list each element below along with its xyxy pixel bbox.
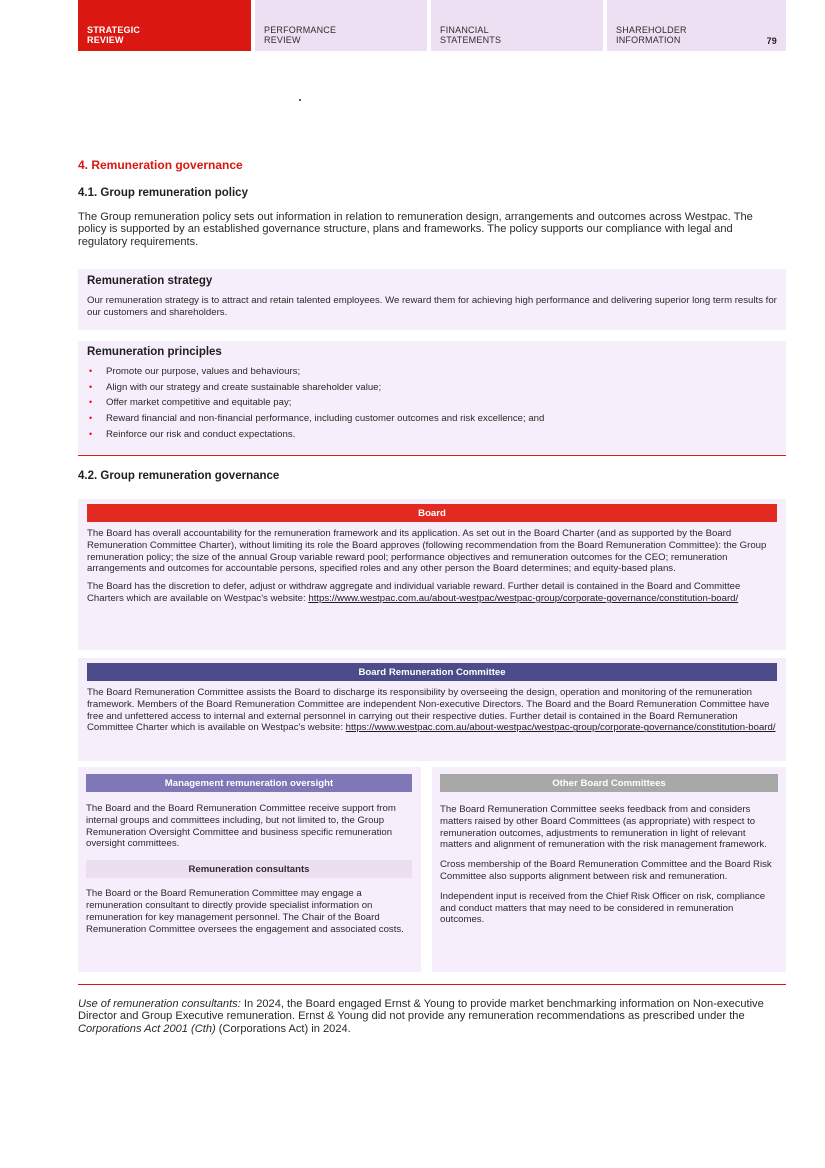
- stray-mark: [299, 99, 301, 101]
- list-item: • Offer market competitive and equitable pay;: [87, 395, 777, 411]
- brc-text-body: The Board Remuneration Committee assists the Board to discharge its responsibility by overseeing the design, operation and monitoring of the remuneration framework. Members of the Board Remuneration Committee are independent Non-executive Directors. The Board and the Board Remuneration Committee have free and unfettered access to internal and external personnel in carrying out their respective duties. Further detail is contained in the Board Remuneration Committee Charter which is available on Westpac's website:: [87, 687, 770, 734]
- principles-list: [87, 364, 777, 443]
- board-text-2-body: The Board has the discretion to defer, adjust or withdraw aggregate and individual variable reward. Further detail is contained in the Board and Committee Charters which are available on Westpac's website:: [87, 581, 741, 604]
- page-number: 79: [766, 36, 777, 46]
- brc-charter-link[interactable]: https://www.westpac.com.au/about-westpac/westpac-group/corporate-governance/constitution-board/: [345, 722, 776, 734]
- section-title: 4. Remuneration governance: [78, 158, 243, 172]
- tab-label-line2: STATEMENTS: [440, 35, 502, 45]
- strategy-panel: [78, 269, 786, 330]
- note-text-2: (Corporations Act) in 2024.: [215, 1022, 351, 1035]
- consultants-text: The Board or the Board Remuneration Committee may engage a remuneration consultant to directly provide specialist information on remuneration for key management personnel. The Chair of the Board Remuneration Committee oversees the engagement and associated costs.: [86, 888, 404, 935]
- note-lead: Use of remuneration consultants:: [78, 998, 241, 1010]
- strategy-title: Remuneration strategy: [87, 275, 213, 287]
- policy-intro: The Group remuneration policy sets out information in relation to remuneration design, arrangements and outcomes across Westpac. The policy is supported by an established governance structure, plans and frameworks. The policy supports our compliance with legal and regulatory requirements.: [78, 211, 753, 248]
- board-title: Board: [87, 504, 777, 522]
- strategy-text: Our remuneration strategy is to attract and retain talented employees. We reward them for achieving high performance and delivering superior long term results for our customers and shareholders.: [87, 295, 777, 318]
- board-panel: [78, 499, 786, 650]
- tab-performance-review[interactable]: [255, 0, 427, 51]
- tab-label-line2: REVIEW: [264, 35, 301, 45]
- brc-title: Board Remuneration Committee: [87, 663, 777, 681]
- other-committees-text-2: Cross membership of the Board Remuneration Committee and the Board Risk Committee also supports alignment between risk and remuneration.: [440, 859, 772, 882]
- governance-heading: 4.2. Group remuneration governance: [78, 470, 280, 482]
- policy-heading: 4.1. Group remuneration policy: [78, 187, 248, 199]
- divider: [78, 984, 786, 985]
- list-item: • Promote our purpose, values and behaviours;: [87, 364, 777, 380]
- other-committees-title: Other Board Committees: [440, 774, 778, 792]
- tab-strategic-review[interactable]: [78, 0, 251, 51]
- board-text-2: [87, 581, 777, 605]
- principles-title: Remuneration principles: [87, 346, 222, 358]
- tab-financial-statements[interactable]: [431, 0, 603, 51]
- tab-label-line2: INFORMATION: [616, 35, 681, 45]
- note-act: Corporations Act 2001 (Cth): [78, 1022, 216, 1035]
- note-text-1: In 2024, the Board engaged Ernst & Young to provide market benchmarking information on Non-executive Director and Group Executive remuneration. Ernst & Young did not provide any remuneration recommendations as prescribed under the: [78, 998, 764, 1023]
- oversight-title: Management remuneration oversight: [86, 774, 412, 792]
- oversight-text: The Board and the Board Remuneration Committee receive support from internal groups and committees including, but not limited to, the Group Remuneration Oversight Committee and business specific remuneration oversight committees.: [86, 803, 396, 850]
- consultants-note: [78, 998, 778, 1035]
- list-item: • Reinforce our risk and conduct expectations.: [87, 427, 777, 443]
- board-charter-link[interactable]: https://www.westpac.com.au/about-westpac/westpac-group/corporate-governance/constitution-board/: [308, 592, 739, 604]
- tab-label-line1: PERFORMANCE: [264, 25, 337, 35]
- oversight-panel: [78, 767, 421, 972]
- other-committees-panel: [432, 767, 786, 972]
- list-item: • Align with our strategy and create sustainable shareholder value;: [87, 380, 777, 396]
- principles-panel: [78, 341, 786, 454]
- other-committees-text-3: Independent input is received from the Chief Risk Officer on risk, compliance and conduct matters that may need to be considered in remuneration outcomes.: [440, 890, 766, 926]
- consultants-title: Remuneration consultants: [86, 860, 412, 878]
- brc-text: [87, 687, 777, 734]
- tab-label-line2: REVIEW: [87, 35, 124, 45]
- tab-shareholder-information[interactable]: [607, 0, 786, 51]
- tab-label-line1: FINANCIAL: [440, 25, 489, 35]
- tab-label-line1: STRATEGIC: [87, 25, 141, 35]
- list-item: • Reward financial and non-financial performance, including customer outcomes and risk excellence; and: [87, 411, 777, 427]
- divider: [78, 455, 786, 456]
- tab-label-line1: SHAREHOLDER: [616, 25, 687, 35]
- other-committees-text-1: The Board Remuneration Committee seeks feedback from and considers matters raised by other Board Committees (as appropriate) with respect to remuneration outcomes, adjustments to remuneration in light of relevant matters and alignment of remuneration with the risk management framework.: [440, 804, 767, 851]
- board-text-1: The Board has overall accountability for the remuneration framework and its application. As set out in the Board Charter (and as supported by the Board Remuneration Committee Charter), without limiting its role the Board approves (following recommendation from the Board Remuneration Committee): the Group remuneration policy; the size of the annual Group variable reward pool; performance objectives and remuneration outcomes for the CEO; remuneration arrangements and outcomes for accountable persons, specified roles and any other person the Board determines; and equity-based plans.: [87, 528, 767, 575]
- brc-panel: [78, 658, 786, 761]
- section-nav: [78, 0, 786, 51]
